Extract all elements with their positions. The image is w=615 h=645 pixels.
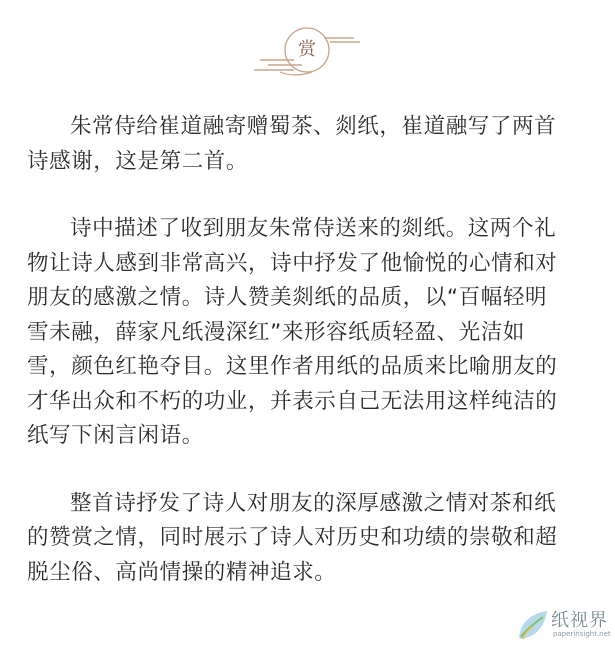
section-title-char: 赏 xyxy=(298,39,316,60)
paragraph-intro: 朱常侍给崔道融寄赠蜀茶、剡纸，崔道融写了两首 诗感谢，这是第二首。 xyxy=(27,114,557,174)
article-body xyxy=(27,110,602,623)
watermark xyxy=(515,605,613,643)
leaf-logo-icon xyxy=(515,607,551,643)
watermark-url: paperinsight.net xyxy=(553,630,611,638)
paragraph-analysis: 诗中描述了收到朋友朱常侍送来的剡纸。这两个礼 物让诗人感到非常高兴，诗中抒发了他愉悦的心情和对 朋友的感激之情。诗人赞美剡纸的品质，以“百幅轻明 雪未融，薛家凡纸漫深红”来形容纸质轻盈、光洁如 雪，颜色红艳夺目。这里作者用纸的品质来比喻朋友的 才华出众和不朽的功业，并表示自己无法用这样纯洁的 纸写下闲言闲语。 xyxy=(27,216,558,448)
paragraph-summary: 整首诗抒发了诗人对朋友的深厚感激之情对茶和纸 的赞赏之情，同时展示了诗人对历史和功绩的崇敬和超 脱尘俗、高尚情操的精神追求。 xyxy=(27,490,558,585)
watermark-logo-text: 纸视界 xyxy=(551,610,608,631)
section-header-ornament xyxy=(250,22,362,82)
